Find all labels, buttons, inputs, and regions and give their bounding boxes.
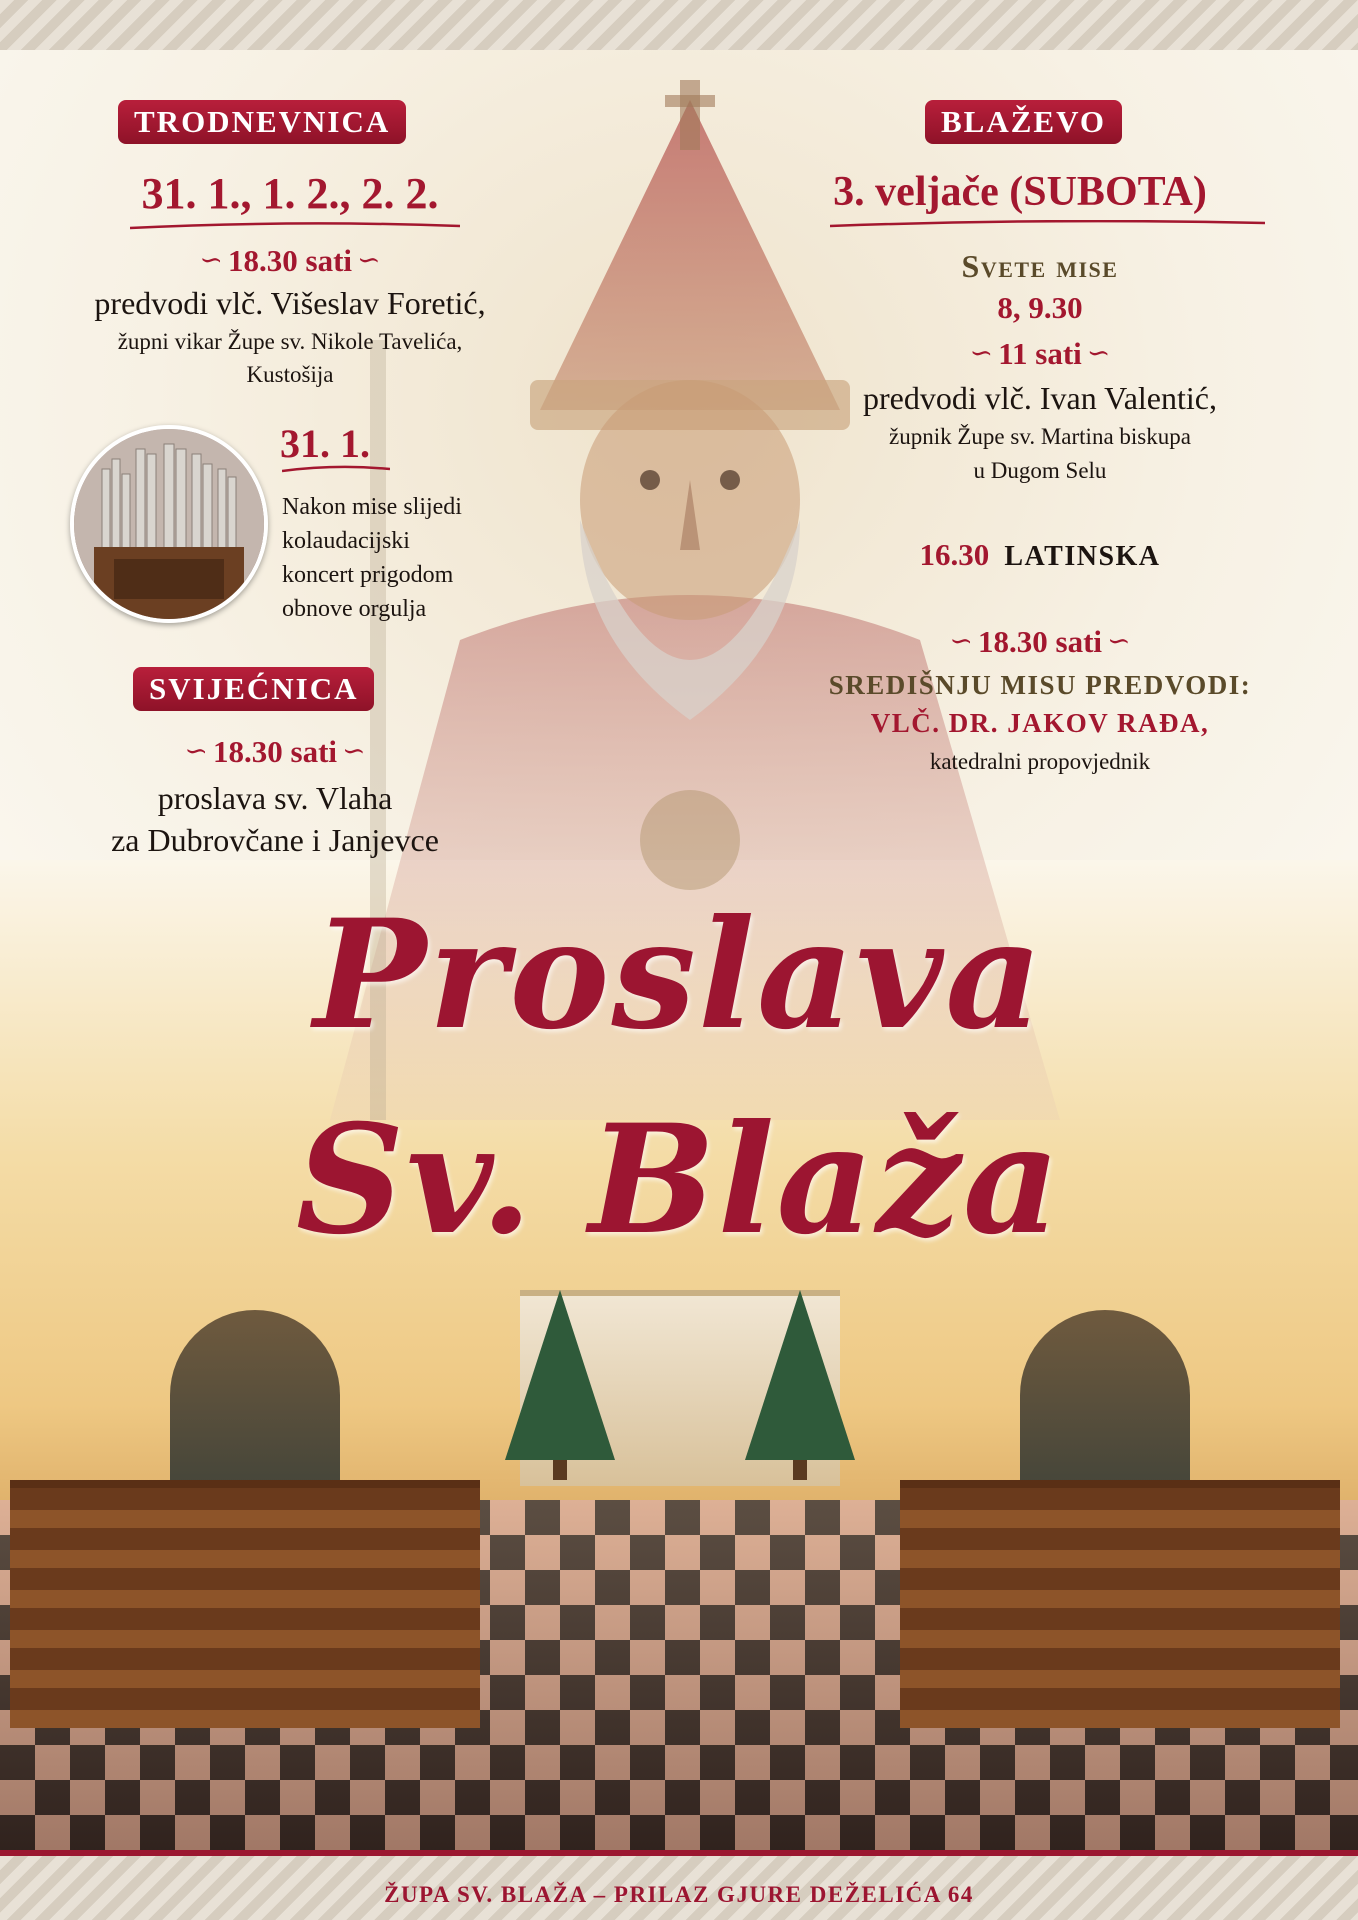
title-line-2: Sv. Blaža xyxy=(295,1092,1063,1268)
organ-date-underline-swash xyxy=(282,465,390,473)
masses-heading: Svete mise xyxy=(961,248,1119,284)
mass-11-time-row xyxy=(840,336,1240,372)
trodnevnica-badge: TRODNEVNICA xyxy=(118,100,406,144)
svijecnica-time: 18.30 sati xyxy=(213,734,337,769)
swirl-right-icon: ∽ xyxy=(1086,336,1111,369)
dates-underline-swash xyxy=(130,222,460,230)
blazevo-date: 3. veljače (SUBOTA) xyxy=(833,169,1207,215)
trodnevnica-celebrant: predvodi vlč. Višeslav Foretić, xyxy=(94,285,486,321)
blazevo-role-2: u Dugom Selu xyxy=(973,458,1107,483)
organ-note-line-3: koncert prigodom xyxy=(282,562,454,588)
trodnevnica-role-1: župni vikar Župe sv. Nikole Tavelića, xyxy=(117,329,463,354)
swirl-left-icon: ∽ xyxy=(969,336,994,369)
central-mass-celebrant: VLČ. DR. JAKOV RAĐA, xyxy=(870,708,1210,738)
latin-mass-row xyxy=(840,537,1240,573)
swirl-left-icon: ∽ xyxy=(949,624,973,657)
blazevo-celebrant: predvodi vlč. Ivan Valentić, xyxy=(863,380,1217,416)
swirl-left-icon: ∽ xyxy=(184,734,208,767)
central-mass-time-row xyxy=(840,624,1240,660)
blazevo-badge: BLAŽEVO xyxy=(925,100,1122,144)
swirl-right-icon: ∽ xyxy=(342,734,366,767)
central-mass-heading: SREDIŠNJU MISU PREDVODI: xyxy=(828,670,1252,700)
blazevo-date-underline-swash xyxy=(830,220,1265,228)
footer-address: ŽUPA SV. BLAŽA – PRILAZ GJURE DEŽELIĆA 64 xyxy=(384,1882,974,1907)
svijecnica-line-2: za Dubrovčane i Janjevce xyxy=(111,822,439,858)
latin-mass-time: 16.30 xyxy=(919,537,990,572)
organ-note-date: 31. 1. xyxy=(280,421,370,466)
organ-note-line-4: obnove orgulja xyxy=(282,596,427,622)
trodnevnica-time-row xyxy=(60,243,520,279)
christmas-tree-left xyxy=(505,1290,615,1480)
mass-11-time: 11 sati xyxy=(998,336,1082,371)
pews-left xyxy=(10,1480,480,1728)
trodnevnica-dates: 31. 1., 1. 2., 2. 2. xyxy=(141,169,439,218)
svijecnica-line-1: proslava sv. Vlaha xyxy=(157,780,393,816)
organ-pipes-icon xyxy=(74,429,264,619)
masses-times: 8, 9.30 xyxy=(997,290,1083,325)
svijecnica-badge: SVIJEĆNICA xyxy=(133,667,374,711)
organ-photo xyxy=(70,425,268,623)
trodnevnica-time: 18.30 sati xyxy=(228,243,352,278)
trodnevnica-role-2: Kustošija xyxy=(246,362,334,387)
swirl-left-icon: ∽ xyxy=(199,243,223,276)
latin-mass-label: LATINSKA xyxy=(1004,541,1161,572)
swirl-right-icon: ∽ xyxy=(1107,624,1131,657)
pews-right xyxy=(900,1480,1340,1728)
swirl-right-icon: ∽ xyxy=(357,243,381,276)
blazevo-role-1: župnik Župe sv. Martina biskupa xyxy=(889,424,1191,449)
central-mass-role: katedralni propovjednik xyxy=(929,749,1151,774)
organ-note-line-2: kolaudacijski xyxy=(282,528,410,554)
organ-note-line-1: Nakon mise slijedi xyxy=(282,494,462,520)
christmas-tree-right xyxy=(745,1290,855,1480)
central-mass-time: 18.30 sati xyxy=(978,624,1102,659)
title-line-1: Proslava xyxy=(313,887,1045,1063)
decorative-border-top xyxy=(0,0,1358,50)
svijecnica-time-row xyxy=(55,734,495,770)
